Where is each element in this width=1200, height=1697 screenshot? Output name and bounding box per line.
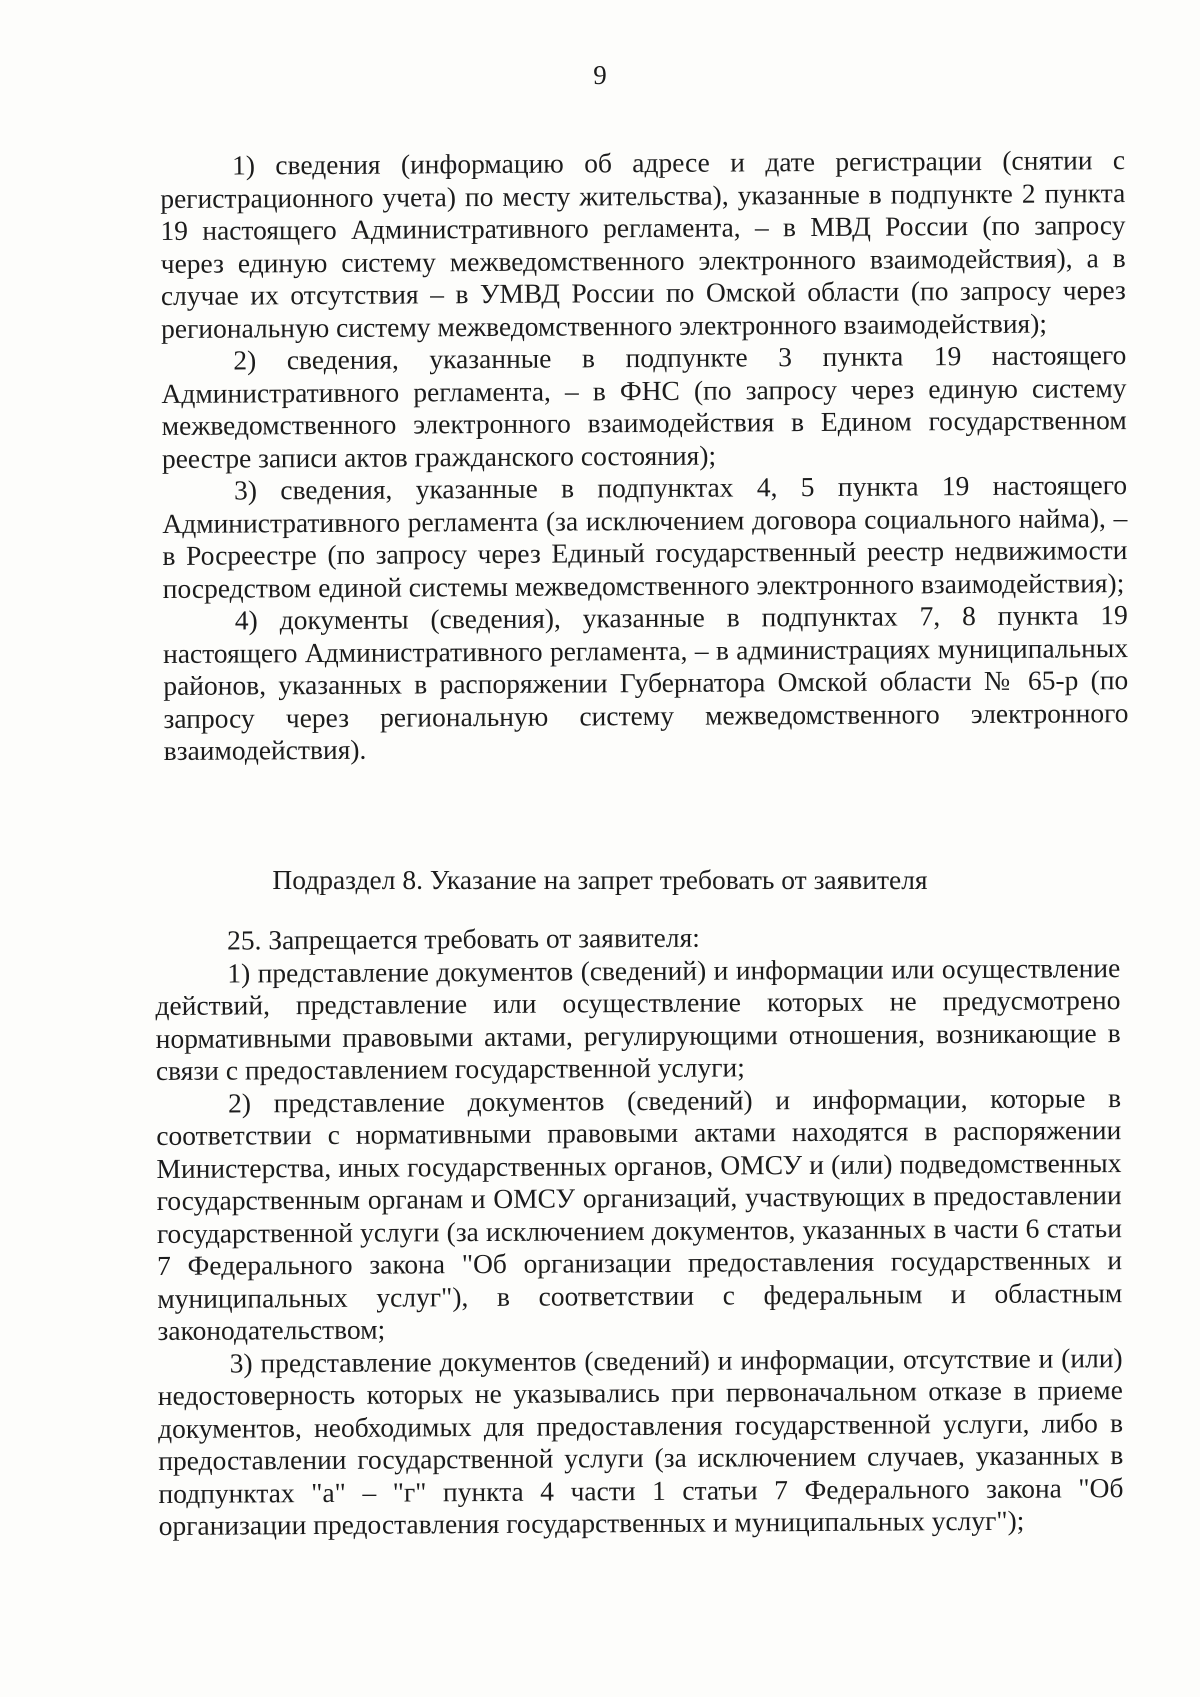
prohibitions-list bbox=[155, 919, 1124, 1542]
list-item: 2) представление документов (сведений) и информации, которые в соответствии с нормативными правовыми актами находятся в распоряжении Министерства, иных государственных органов, ОМСУ и (или) подведомственных государственным органам и ОМСУ организаций, участвующих в предоставлении государственной услуги (за исключением документов, указанных в части 6 статьи 7 Федерального закона "Об организации предоставления государственных и муниципальных услуг"), в соответствии с федеральным и областным законодательством; bbox=[156, 1081, 1123, 1346]
list-item: 4) документы (сведения), указанные в подпунктах 7, 8 пункта 19 настоящего Административного регламента, – в администрациях муниципальных районов, указанных в распоряжении Губернатора Омской области № 65-р (по запросу через региональную систему межведомственного электронного взаимодействия). bbox=[162, 599, 1129, 766]
page-number: 9 bbox=[593, 60, 607, 90]
list-item: 2) сведения, указанные в подпункте 3 пункта 19 настоящего Административного регламента, – в ФНС (по запросу через единую систему межведомственного электронного взаимодействия в Едином государственном реестре записи актов гражданского состояния); bbox=[161, 339, 1127, 474]
list-item: 1) представление документов (сведений) и информации или осуществление действий, представление или осуществление которых не предусмотрено нормативными правовыми актами, регулирующими отношения, возникающие в связи с предоставлением государственной услуги; bbox=[155, 951, 1121, 1086]
list-item: 1) сведения (информацию об адресе и дате регистрации (снятии с регистрационного учета) по месту жительства), указанные в подпункте 2 пункта 19 настоящего Административного регламента, – в МВД России (по запросу через единую систему межведомственного электронного взаимодействия), а в случае их отсутствия – в УМВД России по Омской области (по запросу через региональную систему межведомственного электронного взаимодействия); bbox=[160, 144, 1126, 344]
interagency-requests-list bbox=[160, 144, 1129, 767]
subsection-heading: Подраздел 8. Указание на запрет требовать от заявителя bbox=[272, 864, 928, 895]
list-item: 3) представление документов (сведений) и информации, отсутствие и (или) недостоверность которых не указывались при первоначальном отказе в приеме документов, необходимых для предоставления государственной услуги, либо в предоставлении государственной услуги (за исключением случаев, указанных в подпунктах "а" – "г" пункта 4 части 1 статьи 7 Федерального закона "Об организации предоставления государственных и муниципальных услуг"); bbox=[157, 1341, 1124, 1541]
list-item: 3) сведения, указанные в подпунктах 4, 5 пункта 19 настоящего Административного регламента (за исключением договора социального найма), – в Росреестре (по запросу через Единый государственный реестр недвижимости посредством единой системы межведомственного электронного взаимодействия); bbox=[162, 469, 1128, 604]
paragraph-intro: 25. Запрещается требовать от заявителя: bbox=[226, 921, 700, 956]
